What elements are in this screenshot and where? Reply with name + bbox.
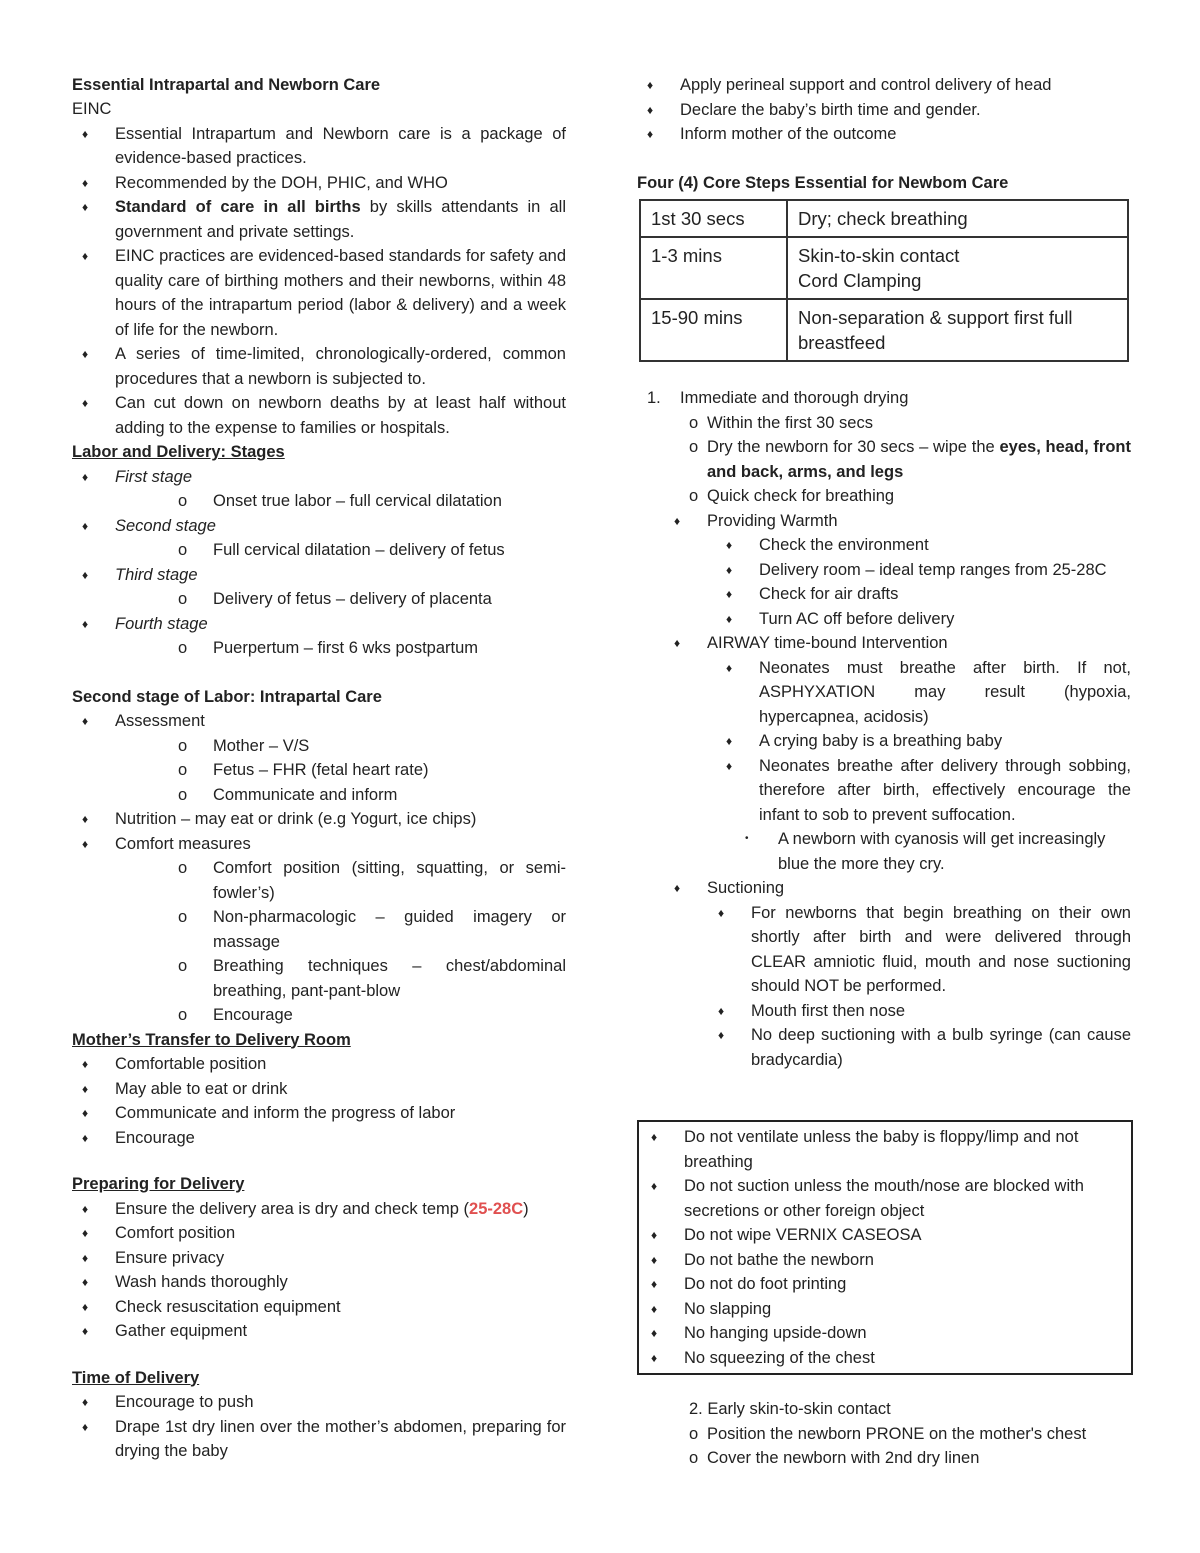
bullet-icon: ♦: [82, 567, 89, 582]
bullet-icon: ♦: [82, 1130, 89, 1145]
bullet-icon: ♦: [82, 1299, 89, 1314]
transfer-heading: Mother’s Transfer to Delivery Room: [72, 1030, 351, 1049]
table-cell: Dry; check breathing: [787, 200, 1128, 237]
list-item: ♦ Check resuscitation equipment: [72, 1295, 566, 1320]
second-stage-heading: Second stage of Labor: Intrapartal Care: [72, 687, 382, 706]
table-cell: 1st 30 secs: [640, 200, 787, 237]
list-item: ♦ AIRWAY time-bound Intervention: [637, 631, 1131, 656]
stages-heading: Labor and Delivery: Stages: [72, 443, 285, 461]
list-item: ♦ No deep suctioning with a bulb syringe (can cause bradycardia): [637, 1023, 1131, 1072]
list-item: ♦ A series of time-limited, chronologically-ordered, common procedures that a newborn is subjected to.: [72, 342, 566, 391]
bullet-icon: ♦: [651, 1301, 658, 1316]
list-item: ♦ Neonates must breathe after birth. If not, ASPHYXATION may result (hypoxia, hypercapnea, acidosis): [637, 656, 1131, 730]
bullet-icon: ♦: [674, 881, 681, 895]
list-item: ♦ A crying baby is a breathing baby: [637, 729, 1131, 754]
list-item: ♦ Apply perineal support and control delivery of head: [637, 73, 1131, 98]
sub-item: o Non-pharmacologic – guided imagery or massage: [178, 908, 566, 951]
list-item: ♦ Check the environment: [637, 533, 1131, 558]
bullet-icon: ♦: [82, 200, 89, 214]
list-item: ♦ No slapping: [649, 1297, 1121, 1322]
table-cell: 15-90 mins: [640, 299, 787, 361]
list-item: ♦ Mouth first then nose: [637, 999, 1131, 1024]
bullet-icon: ♦: [82, 1275, 89, 1289]
sub-item: o Communicate and inform: [178, 785, 398, 804]
bullet-icon: ♦: [82, 1226, 89, 1240]
list-item: ♦ Check for air drafts: [637, 582, 1131, 607]
list-item: ♦ Encourage to push: [72, 1390, 566, 1415]
core-steps-table: [639, 199, 1129, 362]
bullet-icon: ♦: [82, 1250, 89, 1265]
table-cell: Non-separation & support first full breastfeed: [787, 299, 1128, 361]
table-cell: 1-3 mins: [640, 237, 787, 299]
list-item: ♦ Encourage: [72, 1126, 566, 1151]
time-heading: Time of Delivery: [72, 1368, 200, 1387]
bullet-icon: •: [745, 833, 749, 844]
bullet-icon: ♦: [651, 1350, 658, 1365]
list-item: ♦ Recommended by the DOH, PHIC, and WHO: [72, 171, 566, 196]
list-item: ♦ EINC practices are evidenced-based standards for safety and quality care of birthing mothers and their newborns, within 48 hours of the intrapartum period (labor & delivery) and a week of life for the newborn.: [72, 244, 566, 342]
list-item: ♦ Do not do foot printing: [649, 1272, 1121, 1297]
bullet-icon: ♦: [82, 249, 89, 263]
bullet-icon: ♦: [82, 1081, 89, 1096]
step-2: 2. Early skin-to-skin contact: [689, 1400, 891, 1418]
bullet-icon: ♦: [674, 636, 681, 650]
stage-first-desc: o Onset true labor – full cervical dilatation: [178, 492, 502, 510]
bullet-icon: ♦: [82, 616, 89, 631]
einc-label: EINC: [72, 100, 112, 118]
bullet-icon: ♦: [82, 1106, 89, 1120]
list-item: ♦ For newborns that begin breathing on their own shortly after birth and were delivered through CLEAR amniotic fluid, mouth and nose suctioning should NOT be performed.: [637, 901, 1131, 999]
sub-item: o Position the newborn PRONE on the mother's chest: [689, 1424, 1087, 1443]
bullet-icon: ♦: [674, 513, 681, 528]
bullet-icon: ♦: [82, 126, 89, 141]
sub-item: o Comfort position (sitting, squatting, or semi-fowler’s): [178, 859, 566, 902]
bullet-icon: ♦: [647, 127, 654, 141]
document-title: Essential Intrapartal and Newborn Care: [72, 76, 381, 94]
bullet-icon: ♦: [651, 1228, 658, 1242]
bullet-icon: ♦: [82, 469, 89, 484]
sub-item: o Quick check for breathing: [689, 487, 895, 505]
stage-second-desc: o Full cervical dilatation – delivery of fetus: [178, 541, 505, 559]
nutrition-item: ♦ Nutrition – may eat or drink (e.g Yogurt, ice chips): [72, 807, 566, 832]
step-1: 1. Immediate and thorough drying: [647, 389, 909, 407]
list-item: ♦ Delivery room – ideal temp ranges from 25-28C: [637, 558, 1131, 583]
sub-item: o Fetus – FHR (fetal heart rate): [178, 761, 429, 779]
sub-item: o Dry the newborn for 30 secs – wipe the eyes, head, front and back, arms, and legs: [689, 438, 1131, 481]
bullet-icon: ♦: [82, 836, 89, 851]
stage-third-desc: o Delivery of fetus – delivery of placenta: [178, 590, 492, 608]
list-item: ♦ Providing Warmth: [637, 509, 1131, 534]
list-item: ♦ Can cut down on newborn deaths by at least half without adding to the expense to families or hospitals.: [72, 391, 566, 440]
temp-highlight: 25-28C: [469, 1199, 524, 1218]
list-item: ♦ Suctioning: [637, 876, 1131, 901]
list-item: ♦ Gather equipment: [72, 1319, 566, 1344]
bullet-icon: ♦: [82, 714, 89, 728]
list-item: ♦ Essential Intrapartum and Newborn care is a package of evidence-based practices.: [72, 122, 566, 171]
donts-box: [637, 1120, 1133, 1375]
bullet-icon: ♦: [82, 812, 89, 826]
list-item: ♦ Do not wipe VERNIX CASEOSA: [649, 1223, 1121, 1248]
list-item: ♦ No squeezing of the chest: [649, 1346, 1121, 1371]
sub-item: o Encourage: [178, 1006, 293, 1024]
bullet-icon: ♦: [651, 1179, 658, 1193]
bullet-icon: ♦: [82, 1324, 89, 1338]
sub-item: o Cover the newborn with 2nd dry linen: [689, 1449, 980, 1467]
left-column: [72, 73, 566, 1464]
bullet-icon: ♦: [718, 1028, 725, 1042]
list-item: ♦ Turn AC off before delivery: [637, 607, 1131, 632]
list-item: ♦ May able to eat or drink: [72, 1077, 566, 1102]
bullet-icon: ♦: [647, 78, 654, 92]
bullet-icon: ♦: [82, 396, 89, 410]
bullet-icon: ♦: [82, 1395, 89, 1409]
list-item: ♦ Do not bathe the newborn: [649, 1248, 1121, 1273]
list-item: ♦ Communicate and inform the progress of labor: [72, 1101, 566, 1126]
bullet-icon: ♦: [82, 518, 89, 533]
list-item: • A newborn with cyanosis will get increasingly blue the more they cry.: [637, 827, 1131, 876]
bullet-icon: ♦: [82, 347, 89, 361]
bullet-icon: ♦: [726, 611, 733, 626]
table-row: [640, 200, 1128, 237]
sub-item: o Within the first 30 secs: [689, 413, 873, 432]
stage-third: ♦ Third stage: [72, 563, 566, 588]
sub-item: o Breathing techniques – chest/abdominal breathing, pant-pant-blow: [178, 957, 566, 1000]
table-row: [640, 299, 1128, 361]
list-item: ♦ No hanging upside-down: [649, 1321, 1121, 1346]
core-steps-heading: Four (4) Core Steps Essential for Newbom Care: [637, 173, 1009, 192]
bullet-icon: ♦: [726, 734, 733, 748]
list-item: ♦ Drape 1st dry linen over the mother’s abdomen, preparing for drying the baby: [72, 1415, 566, 1464]
preparing-heading: Preparing for Delivery: [72, 1175, 245, 1193]
list-item: ♦ Comfortable position: [72, 1052, 566, 1077]
table-cell: Skin-to-skin contact Cord Clamping: [787, 237, 1128, 299]
stage-second: ♦ Second stage: [72, 514, 566, 539]
list-item: ♦ Do not suction unless the mouth/nose are blocked with secretions or other foreign object: [649, 1174, 1121, 1223]
sub-item: o Mother – V/S: [178, 736, 310, 755]
bullet-icon: ♦: [647, 102, 654, 117]
bullet-icon: ♦: [82, 1201, 89, 1216]
bullet-icon: ♦: [651, 1130, 658, 1144]
bullet-icon: ♦: [726, 562, 733, 577]
stage-fourth: ♦ Fourth stage: [72, 612, 566, 637]
list-item: ♦ Do not ventilate unless the baby is floppy/limp and not breathing: [649, 1125, 1121, 1174]
right-column: [637, 73, 1131, 1471]
list-item: ♦ Ensure the delivery area is dry and check temp (25-28C): [72, 1197, 566, 1222]
table-row: [640, 237, 1128, 299]
stage-first: ♦ First stage: [72, 465, 566, 490]
comfort-item: ♦ Comfort measures: [72, 832, 566, 857]
bullet-icon: ♦: [726, 538, 733, 552]
bullet-icon: ♦: [651, 1252, 658, 1267]
bullet-icon: ♦: [82, 1419, 89, 1434]
bullet-icon: ♦: [726, 587, 733, 601]
bullet-icon: ♦: [82, 175, 89, 190]
bullet-icon: ♦: [726, 660, 733, 675]
bullet-icon: ♦: [718, 1003, 725, 1018]
bullet-icon: ♦: [82, 1057, 89, 1071]
assessment-item: ♦ Assessment: [72, 709, 566, 734]
list-item: ♦ Neonates breathe after delivery through sobbing, therefore after birth, effectively encourage the infant to sob to prevent suffocation.: [637, 754, 1131, 828]
list-item: ♦ Inform mother of the outcome: [637, 122, 1131, 147]
list-item: ♦ Wash hands thoroughly: [72, 1270, 566, 1295]
bullet-icon: ♦: [651, 1277, 658, 1291]
bullet-icon: ♦: [726, 758, 733, 773]
list-item: ♦ Declare the baby’s birth time and gender.: [637, 98, 1131, 123]
list-item: ♦ Standard of care in all births by skills attendants in all government and private settings.: [72, 195, 566, 244]
list-item: ♦ Ensure privacy: [72, 1246, 566, 1271]
stage-fourth-desc: o Puerpertum – first 6 wks postpartum: [178, 639, 479, 657]
bullet-icon: ♦: [651, 1326, 658, 1340]
list-item: ♦ Comfort position: [72, 1221, 566, 1246]
bullet-icon: ♦: [718, 905, 725, 920]
